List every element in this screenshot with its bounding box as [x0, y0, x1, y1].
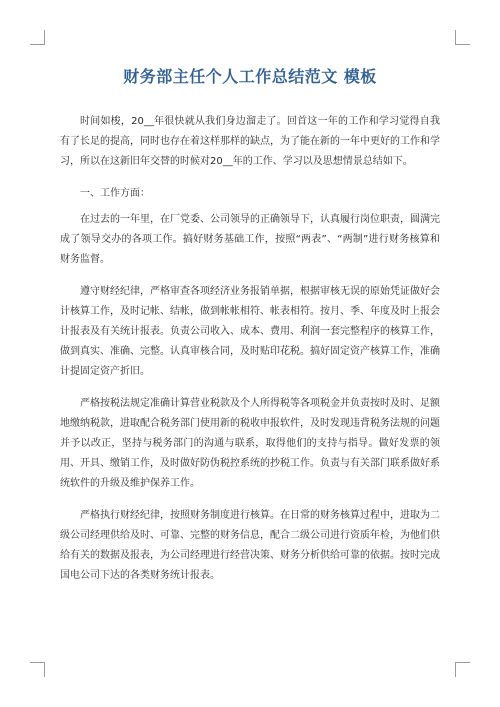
body-paragraph: 严格按税法规定准确计算营业税款及个人所得税等各项税金并负责按时及时、足额地缴纳税款，进取配合税务部门使用新的税收申报软件，及时发现违背税务法规的问题并予以改正，坚持与税务部门的沟通与联系，取得他们的支持与指导。做好发票的领用、开具、缴销工作，及时做好防伪税控系统的抄税工作。负责与有关部门联系做好系统软件的升级及维护保养工作。	[60, 398, 440, 489]
section-heading-work: 一、工作方面：	[80, 188, 150, 199]
crop-mark-top-left	[30, 30, 45, 45]
body-paragraph: 在过去的一年里，在厂党委、公司领导的正确领导下，认真履行岗位职责，圆满完成了领导交办的各项工作。搞好财务基础工作，按照“两表”、“两制”进行财务核算和财务监督。	[60, 214, 440, 265]
crop-mark-bottom-right	[455, 662, 470, 677]
intro-paragraph: 时间如梭，20__年很快就从我们身边溜走了。回首这一年的工作和学习觉得自我有了长足的提高，同时也存在着这样那样的缺点，为了能在新的一年中更好的工作和学习，所以在这新旧年交替的时候对20__年的工作、学习以及思想情景总结如下。	[60, 116, 440, 167]
crop-mark-bottom-left	[30, 662, 45, 677]
document-body	[60, 112, 440, 598]
body-paragraph: 严格执行财经纪律，按照财务制度进行核算。在日常的财务核算过程中，进取为二级公司经理供给及时、可靠、完整的财务信息，配合二级公司进行资质年检，为他们供给有关的数据及报表，为公司经理进行经营决策、财务分析供给可靠的依据。按时完成国电公司下达的各类财务统计报表。	[60, 510, 440, 581]
crop-mark-top-right	[455, 30, 470, 45]
body-paragraph: 遵守财经纪律，严格审查各项经济业务报销单据，根据审核无误的原始凭证做好会计核算工作，及时记帐、结帐，做到帐帐相符、帐表相符。按月、季、年度及时上报会计报表及有关统计报表。负责公司收入、成本、费用、利润一套完整程序的核算工作，做到真实、准确、完整。认真审核合同，及时贴印花税。搞好固定资产核算工作，准确计提固定资产折旧。	[60, 286, 440, 377]
document-title: 财务部主任个人工作总结范文 模板	[123, 67, 377, 86]
